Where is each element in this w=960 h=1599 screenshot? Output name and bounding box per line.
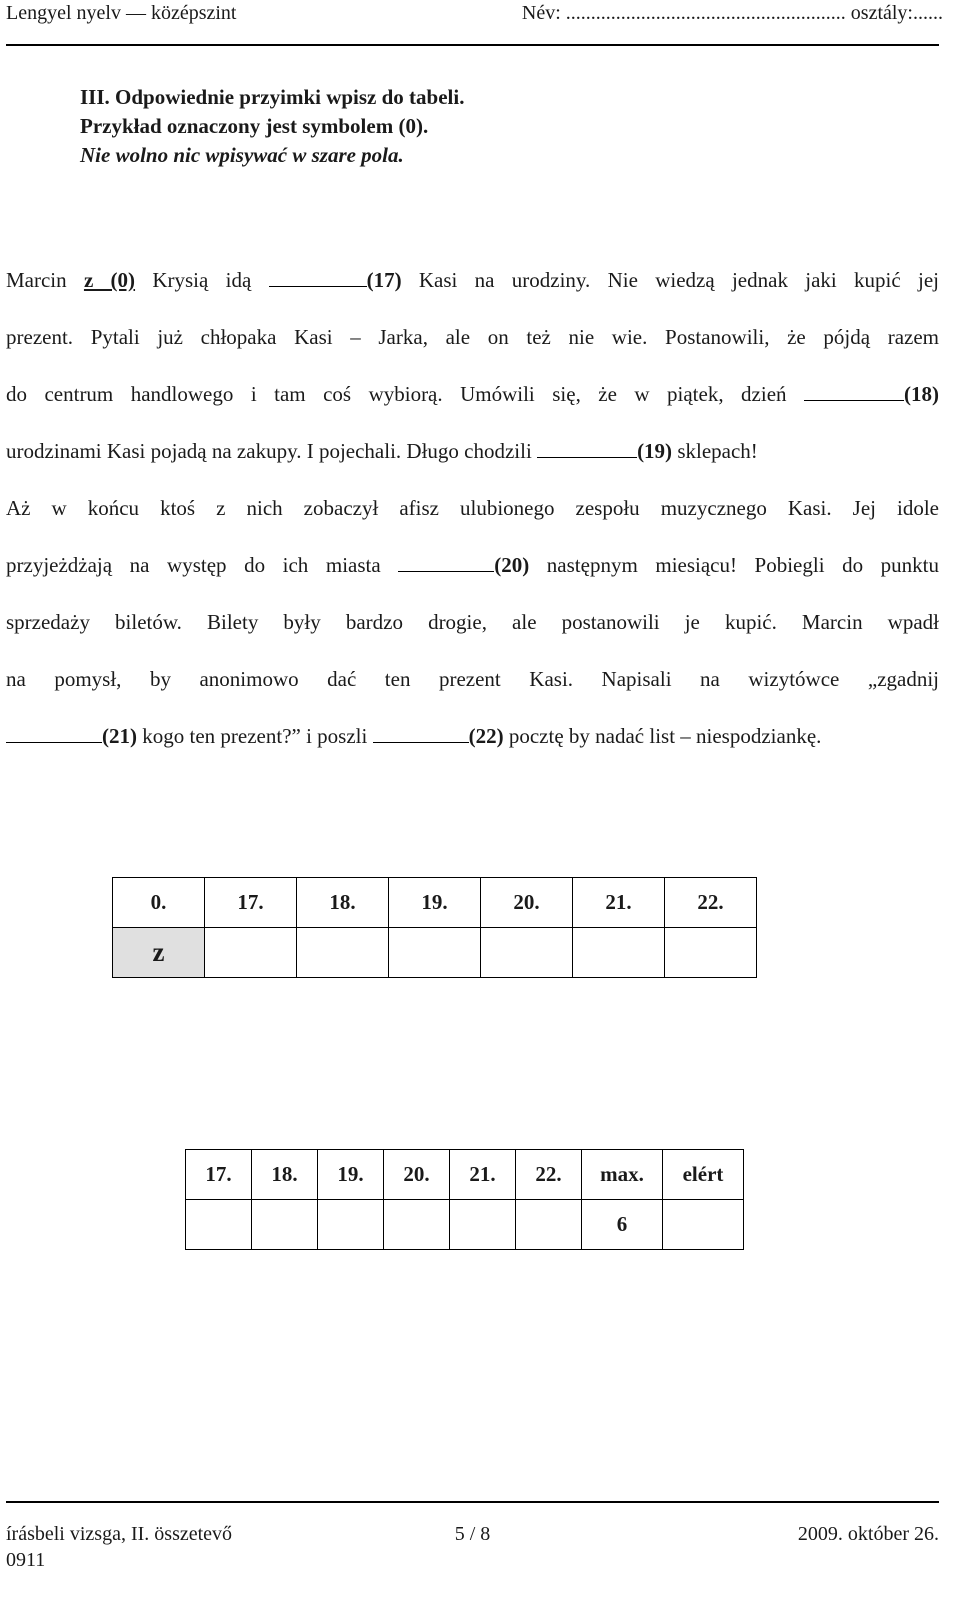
text-segment: Marcin: [6, 268, 84, 292]
score-col-header-max: max.: [582, 1150, 663, 1200]
answer-col-header: 19.: [389, 878, 481, 928]
score-cell-21[interactable]: [450, 1200, 516, 1250]
task-text: [6, 252, 939, 765]
text-segment: Kasi na urodziny. Nie wiedzą jednak jaki kupić jej: [401, 268, 939, 292]
header-name-class: Név: ........................................................ osztály:......: [521, 2, 943, 24]
instruction-line-1: III. Odpowiednie przyimki wpisz do tabeli.: [80, 85, 465, 109]
score-cell-22[interactable]: [516, 1200, 582, 1250]
answer-cell-20[interactable]: [481, 928, 573, 978]
text-line-8: na pomysł, by anonimowo dać ten prezent Kasi. Napisali na wizytówce „zgadnij: [6, 667, 939, 691]
example-answer: z (0): [83, 268, 136, 292]
text-segment: następnym miesiącu! Pobiegli do punktu: [529, 553, 940, 577]
footer-date: 2009. október 26.: [797, 1523, 939, 1545]
text-line-4: [6, 423, 939, 480]
header-subject: Lengyel nyelv — középszint: [6, 2, 237, 24]
score-cell-20[interactable]: [384, 1200, 450, 1250]
answer-col-header: 21.: [573, 878, 665, 928]
text-line-9: [6, 708, 939, 765]
gap-20-number: (20): [494, 553, 530, 577]
gap-17-blank: [269, 268, 367, 287]
score-table-value-row: [186, 1200, 744, 1250]
score-col-header: 20.: [384, 1150, 450, 1200]
score-col-header: 17.: [186, 1150, 252, 1200]
task-instructions: [80, 83, 464, 170]
text-line-6: [6, 537, 939, 594]
text-line-7: sprzedaży biletów. Bilety były bardzo drogie, ale postanowili je kupić. Marcin wpadł: [6, 610, 939, 634]
text-line-5: Aż w końcu ktoś z nich zobaczył afisz ulubionego zespołu muzycznego Kasi. Jej idole: [6, 496, 939, 520]
answer-example-cell: z: [113, 928, 205, 978]
answer-cell-17[interactable]: [205, 928, 297, 978]
gap-21-number: (21): [102, 724, 137, 748]
gap-21-blank: [6, 724, 102, 743]
score-col-header-achieved: elért: [663, 1150, 744, 1200]
answer-col-header: 22.: [665, 878, 757, 928]
score-max-value: 6: [582, 1200, 663, 1250]
gap-18-number: (18): [904, 382, 939, 406]
answer-table-header-row: [113, 878, 757, 928]
gap-20-blank: [398, 553, 494, 572]
answer-cell-18[interactable]: [297, 928, 389, 978]
answer-cell-21[interactable]: [573, 928, 665, 978]
answer-col-header: 18.: [297, 878, 389, 928]
score-table-header-row: [186, 1150, 744, 1200]
footer-page-number: 5 / 8: [454, 1523, 491, 1545]
gap-22-number: (22): [468, 724, 504, 748]
text-segment: kogo ten prezent?” i poszli: [137, 724, 373, 748]
score-col-header: 18.: [252, 1150, 318, 1200]
answer-col-header: 17.: [205, 878, 297, 928]
page-header: [6, 0, 943, 46]
answer-cell-22[interactable]: [665, 928, 757, 978]
score-col-header: 22.: [516, 1150, 582, 1200]
text-segment: urodzinami Kasi pojadą na zakupy. I pojechali. Długo chodzili: [6, 439, 538, 463]
footer-exam-part: írásbeli vizsga, II. összetevő: [6, 1523, 233, 1545]
text-line-2: prezent. Pytali już chłopaka Kasi – Jarka, ale on też nie wie. Postanowili, że pójdą razem: [6, 325, 939, 349]
gap-17-number: (17): [366, 268, 402, 292]
answer-cell-19[interactable]: [389, 928, 481, 978]
text-segment: Krysią idą: [135, 268, 269, 292]
instruction-line-3: Nie wolno nic wpisywać w szare pola.: [80, 143, 404, 167]
score-table: [185, 1149, 744, 1250]
instruction-line-2: Przykład oznaczony jest symbolem (0).: [80, 114, 429, 138]
gap-22-blank: [373, 724, 469, 743]
footer-code: 0911: [6, 1549, 46, 1571]
answer-table: [112, 877, 757, 978]
text-segment: pocztę by nadać list – niespodziankę.: [503, 724, 822, 748]
answer-col-header: 0.: [113, 878, 205, 928]
score-cell-17[interactable]: [186, 1200, 252, 1250]
gap-19-number: (19): [637, 439, 673, 463]
page-footer: [6, 1501, 939, 1599]
text-line-1: [6, 252, 939, 309]
score-cell-19[interactable]: [318, 1200, 384, 1250]
text-segment: sklepach!: [672, 439, 758, 463]
text-segment: przyjeżdżają na występ do ich miasta: [6, 553, 399, 577]
score-col-header: 21.: [450, 1150, 516, 1200]
text-line-3: [6, 366, 939, 423]
score-achieved-cell[interactable]: [663, 1200, 744, 1250]
gap-19-blank: [537, 439, 637, 458]
text-segment: do centrum handlowego i tam coś wybiorą. Umówili się, że w piątek, dzień: [6, 382, 804, 406]
answer-table-answer-row: [113, 928, 757, 978]
score-col-header: 19.: [318, 1150, 384, 1200]
score-cell-18[interactable]: [252, 1200, 318, 1250]
gap-18-blank: [804, 382, 904, 401]
answer-col-header: 20.: [481, 878, 573, 928]
